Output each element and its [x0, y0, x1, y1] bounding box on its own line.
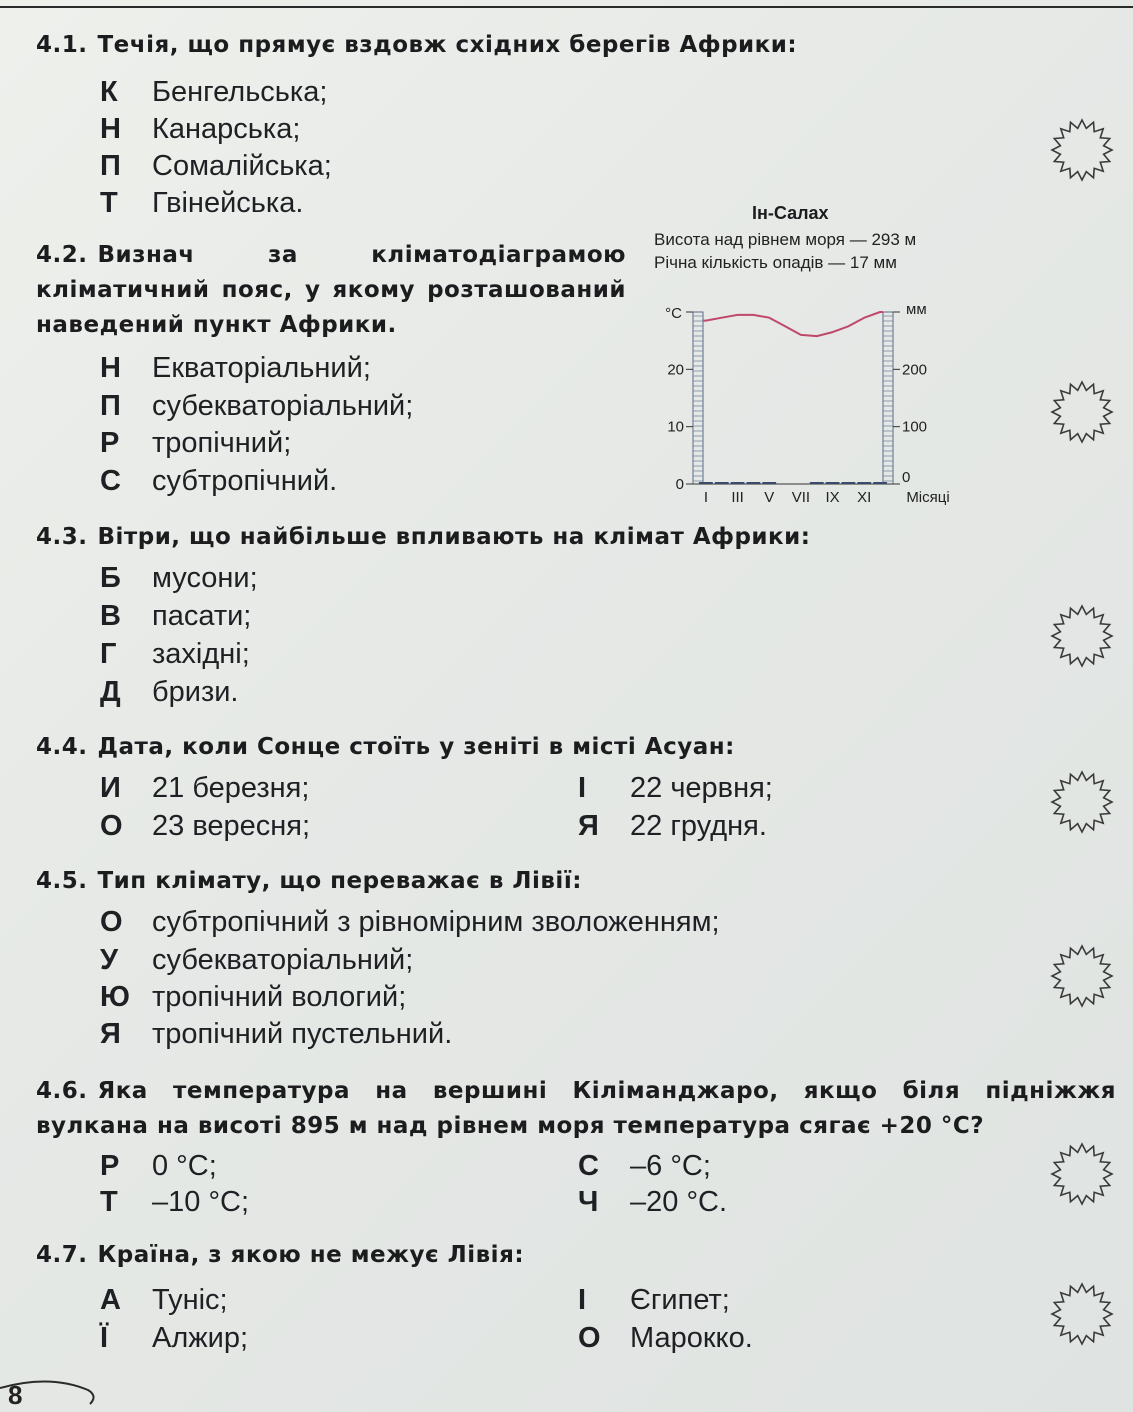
option-text: 22 червня;	[630, 772, 773, 804]
question-text: Вітри, що найбільше впливають на клімат Африки:	[97, 524, 811, 550]
answer-option[interactable]	[100, 111, 300, 147]
answer-option[interactable]	[100, 148, 332, 184]
answer-option[interactable]	[100, 560, 258, 596]
precip-bar	[762, 482, 776, 484]
option-text: бризи.	[152, 676, 239, 708]
option-text: Марокко.	[630, 1322, 753, 1354]
option-letter: У	[100, 944, 119, 976]
question-text: Країна, з якою не межує Лівія:	[97, 1242, 525, 1268]
x-tick-label: I	[703, 489, 709, 506]
y-right-unit: мм	[906, 301, 927, 318]
option-letter: Т	[100, 1186, 118, 1218]
answer-option[interactable]	[100, 598, 251, 634]
answer-option[interactable]	[578, 1320, 753, 1356]
answer-sun-icon[interactable]	[1050, 944, 1114, 1008]
option-text: Гвінейська.	[152, 187, 304, 219]
precip-bar	[715, 482, 729, 484]
question-title	[36, 734, 735, 760]
precip-value: 17 мм	[849, 253, 897, 272]
sun-outline	[1052, 606, 1112, 666]
x-tick-label: IX	[825, 489, 840, 506]
y-left-tick-label: 0	[675, 476, 684, 493]
answer-option[interactable]	[100, 463, 337, 499]
option-letter: Т	[100, 187, 118, 219]
y-right-tick-label: 100	[902, 418, 928, 436]
question-title	[36, 868, 582, 894]
option-letter: Я	[100, 1018, 121, 1050]
altitude-label: Висота над рівнем моря	[654, 230, 845, 249]
answer-sun-icon[interactable]	[1050, 1142, 1114, 1206]
precip-info: Річна кількість опадів — 17 мм	[654, 253, 897, 272]
sun-outline	[1052, 1144, 1112, 1204]
question-number: 4.2.	[36, 242, 88, 268]
precip-bar	[826, 482, 840, 484]
sun-outline	[1052, 772, 1112, 832]
answer-option[interactable]	[100, 636, 250, 672]
precip-bar	[699, 482, 713, 484]
climate-diagram	[650, 292, 950, 514]
precip-bar	[857, 482, 871, 484]
question-title	[36, 524, 810, 550]
x-tick-label: VII	[791, 489, 811, 506]
answer-sun-icon[interactable]	[1050, 1282, 1114, 1346]
option-letter: Я	[578, 810, 599, 842]
option-letter: С	[100, 465, 121, 497]
y-right-tick-label: 0	[902, 469, 911, 486]
y-right-tick-label: 200	[902, 361, 928, 379]
option-text: західні;	[152, 638, 250, 670]
answer-option[interactable]	[100, 808, 310, 844]
option-text: субтропічний.	[152, 465, 338, 497]
question-text: Течія, що прямує вздовж східних берегів Африки:	[97, 32, 798, 58]
option-text: Алжир;	[152, 1322, 249, 1354]
option-text: –20 °С.	[630, 1186, 728, 1218]
left-axis-scale	[693, 312, 703, 484]
option-text: Сомалійська;	[152, 150, 332, 182]
altitude-info: Висота над рівнем моря — 293 м	[654, 230, 917, 249]
option-text: –6 °С;	[630, 1150, 711, 1182]
answer-option[interactable]	[100, 74, 327, 110]
question-number: 4.6.	[36, 1078, 88, 1104]
x-tick-label: V	[764, 489, 775, 506]
chart-title: Ін-Салах	[752, 203, 829, 223]
option-text: тропічний вологий;	[152, 981, 407, 1013]
altitude-value: 293 м	[871, 230, 917, 249]
precip-bar	[731, 482, 745, 484]
question-number: 4.1.	[36, 32, 88, 58]
option-letter: В	[100, 600, 121, 632]
option-text: 23 вересня;	[152, 810, 311, 842]
question-title	[36, 32, 797, 58]
y-left-unit: °С	[665, 305, 682, 322]
option-text: Канарська;	[152, 113, 301, 145]
option-text: 22 грудня.	[630, 810, 767, 842]
question-number: 4.3.	[36, 524, 88, 550]
question-text: Яка температура на вершині Кіліманджаро, якщо біля підніжжя вулкана на висоті 895 м над рівнем моря температура сягає +20 °С?	[36, 1078, 1116, 1139]
option-letter: І	[578, 772, 587, 804]
answer-option[interactable]	[100, 425, 291, 461]
answer-option[interactable]	[100, 770, 309, 806]
sun-outline	[1052, 120, 1112, 180]
option-text: тропічний;	[152, 427, 292, 459]
answer-option[interactable]	[100, 1016, 452, 1052]
page-number: 8	[8, 1380, 23, 1410]
answer-option[interactable]	[100, 388, 413, 424]
question-title	[36, 1074, 1116, 1144]
precip-label: Річна кількість опадів	[654, 253, 824, 272]
option-letter: О	[578, 1322, 601, 1354]
answer-option[interactable]	[100, 1148, 217, 1184]
sun-outline	[1052, 382, 1112, 442]
option-text: субекваторіальний;	[152, 390, 414, 422]
option-letter: Ч	[578, 1186, 599, 1218]
x-tick-label: XI	[857, 489, 872, 506]
option-text: тропічний пустельний.	[152, 1018, 453, 1050]
option-text: Бенгельська;	[152, 76, 328, 108]
option-letter: І	[578, 1284, 587, 1316]
option-letter: Ї	[100, 1322, 109, 1354]
answer-option[interactable]	[100, 1184, 249, 1220]
precip-bar	[747, 482, 761, 484]
answer-option[interactable]	[578, 1282, 730, 1318]
option-text: Єгипет;	[630, 1284, 730, 1316]
answer-sun-icon[interactable]	[1050, 770, 1114, 834]
option-letter: Г	[100, 638, 117, 670]
answer-sun-icon[interactable]	[1050, 380, 1114, 444]
option-letter: О	[100, 906, 123, 938]
answer-option[interactable]	[578, 808, 767, 844]
option-text: субтропічний з рівномірним зволоженням;	[152, 906, 720, 938]
y-left-tick-label: 20	[667, 361, 684, 379]
right-axis-scale	[883, 312, 893, 484]
sun-outline	[1052, 1284, 1112, 1344]
x-tick-label: III	[731, 489, 744, 506]
question-title	[36, 238, 626, 343]
option-text: 21 березня;	[152, 772, 310, 804]
answer-option[interactable]	[578, 1184, 727, 1220]
option-letter: С	[578, 1150, 599, 1182]
answer-option[interactable]	[578, 1148, 711, 1184]
answer-option[interactable]	[100, 904, 720, 940]
question-title	[36, 1242, 524, 1268]
option-letter: П	[100, 390, 121, 422]
option-text: пасати;	[152, 600, 252, 632]
answer-option[interactable]	[100, 1282, 228, 1318]
option-text: –10 °С;	[152, 1186, 250, 1218]
option-text: Туніс;	[152, 1284, 228, 1316]
option-text: мусони;	[152, 562, 258, 594]
question-number: 4.4.	[36, 734, 88, 760]
answer-option[interactable]	[100, 350, 371, 386]
answer-option[interactable]	[100, 979, 406, 1015]
option-text: Екваторіальний;	[152, 352, 371, 384]
answer-sun-icon[interactable]	[1050, 604, 1114, 668]
precip-bar	[873, 482, 887, 484]
option-text: 0 °С;	[152, 1150, 217, 1182]
option-letter: Д	[100, 676, 121, 708]
top-rule	[0, 6, 1133, 8]
precip-bar	[842, 482, 856, 484]
question-number: 4.7.	[36, 1242, 88, 1268]
question-text: Тип клімату, що переважає в Лівії:	[97, 868, 582, 894]
x-axis-label: Місяці	[906, 489, 950, 506]
option-letter: Н	[100, 113, 121, 145]
question-number: 4.5.	[36, 868, 88, 894]
question-text: Визнач за кліматодіаграмою кліматичний пояс, у якому розташований наведений пункт Африки.	[36, 242, 626, 338]
option-letter: П	[100, 150, 121, 182]
sun-outline	[1052, 946, 1112, 1006]
answer-option[interactable]	[100, 185, 303, 221]
option-letter: А	[100, 1284, 121, 1316]
option-letter: О	[100, 810, 123, 842]
option-letter: Н	[100, 352, 121, 384]
precip-bar	[810, 482, 824, 484]
option-letter: Ю	[100, 981, 130, 1013]
option-letter: Б	[100, 562, 121, 594]
answer-option[interactable]	[100, 674, 239, 710]
answer-option[interactable]	[100, 942, 413, 978]
option-letter: И	[100, 772, 121, 804]
option-letter: Р	[100, 1150, 120, 1182]
answer-option[interactable]	[100, 1320, 248, 1356]
answer-sun-icon[interactable]	[1050, 118, 1114, 182]
option-letter: К	[100, 76, 118, 108]
question-text: Дата, коли Сонце стоїть у зеніті в місті Асуан:	[97, 734, 735, 760]
answer-option[interactable]	[578, 770, 773, 806]
y-left-tick-label: 10	[667, 418, 684, 436]
temperature-line	[703, 312, 883, 336]
option-letter: Р	[100, 427, 120, 459]
option-text: субекваторіальний;	[152, 944, 414, 976]
